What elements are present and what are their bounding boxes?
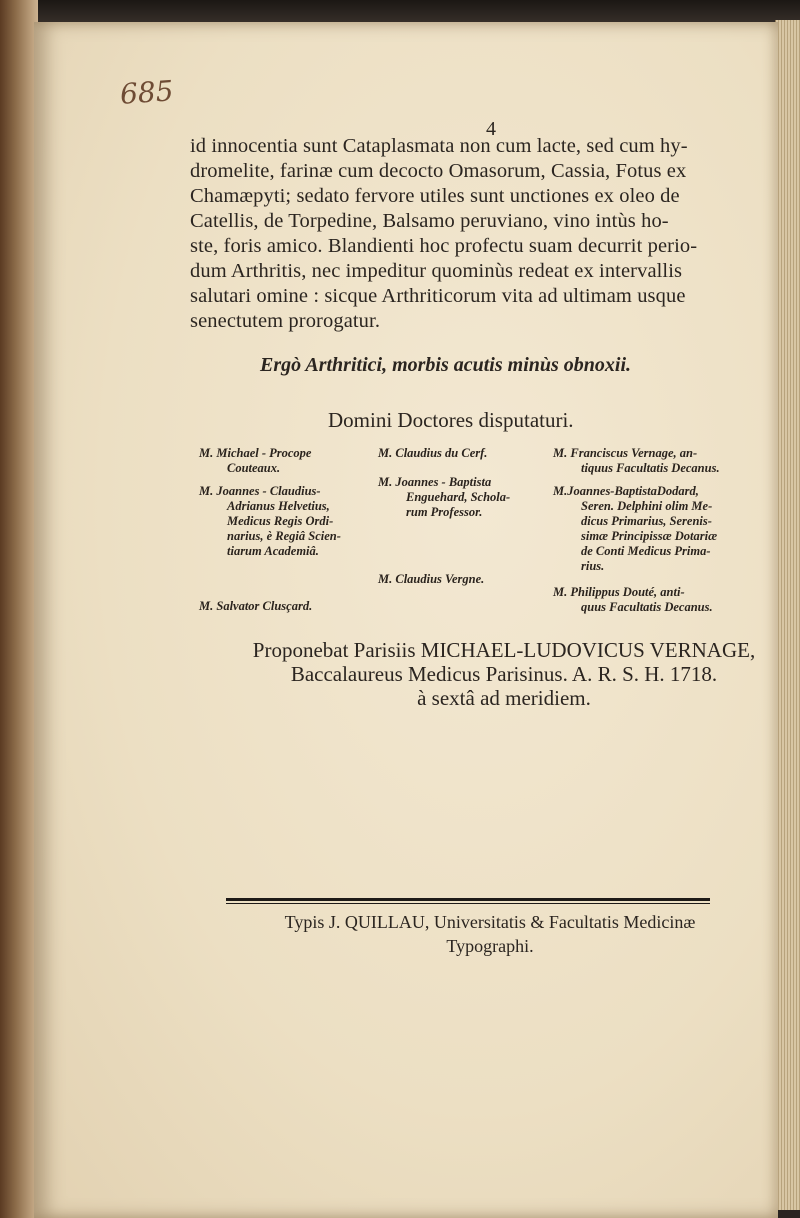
printer-imprint: [220, 910, 760, 958]
imprint-line: Typis J. QUILLAU, Universitatis & Facultatis Medicinæ: [284, 912, 696, 932]
doctor-line: M. Joannes - Claudius-: [199, 484, 321, 498]
body-line: Chamæpyti; sedato fervore utiles sunt unctiones ex oleo de: [190, 185, 680, 207]
doctor-entry: [199, 484, 374, 559]
imprint-divider-thin: [226, 903, 710, 904]
doctor-line: M.Joannes-BaptistaDodard,: [553, 484, 699, 498]
doctor-entry: [553, 585, 778, 615]
doctor-entry: [553, 484, 778, 574]
doctor-line: tiarum Academiâ.: [227, 544, 319, 558]
doctor-line: rius.: [581, 559, 605, 573]
doctor-entry: [378, 572, 556, 587]
doctor-line: M. Salvator Clusçard.: [199, 599, 313, 613]
doctor-line: Adrianus Helvetius,: [227, 499, 330, 513]
doctor-line: dicus Primarius, Serenis-: [581, 514, 712, 528]
doctors-column-3: [553, 446, 778, 623]
doctor-line: Seren. Delphini olim Me-: [581, 499, 713, 513]
doctor-line: quus Facultatis Decanus.: [581, 600, 713, 614]
doctor-entry: [378, 475, 556, 520]
doctor-entry: [378, 446, 556, 461]
doctor-line: M. Claudius du Cerf.: [378, 446, 488, 460]
doctor-line: Couteaux.: [227, 461, 281, 475]
body-line: salutari omine : sicque Arthriticorum vita ad ultimam usque: [190, 285, 686, 307]
doctor-entry: [199, 599, 374, 614]
doctor-line: M. Michael - Procope: [199, 446, 312, 460]
doctor-entry: [199, 446, 374, 476]
doctor-line: simæ Principissæ Dotariæ: [581, 529, 718, 543]
book-spine: [0, 0, 38, 1218]
presider-line: Baccalaureus Medicus Parisinus. A. R. S. H. 1718.: [290, 662, 718, 686]
doctor-line: narius, è Regiâ Scien-: [227, 529, 341, 543]
doctors-column-2: [378, 446, 556, 595]
document-page: [34, 22, 778, 1218]
body-line: ste, foris amico. Blandienti hoc profectu suam decurrit perio-: [190, 235, 698, 257]
doctor-line: tiquus Facultatis Decanus.: [581, 461, 720, 475]
doctor-line: Medicus Regis Ordi-: [227, 514, 334, 528]
doctors-column-1: [199, 446, 374, 622]
page-number: 4: [486, 118, 496, 140]
doctor-line: Enguehard, Schola-: [406, 490, 511, 504]
doctor-line: M. Joannes - Baptista: [378, 475, 492, 489]
presider-line: à sextâ ad meridiem.: [417, 686, 591, 710]
doctor-line: rum Professor.: [406, 505, 483, 519]
doctor-line: M. Claudius Vergne.: [378, 572, 485, 586]
presider-line: Proponebat Parisiis MICHAEL-LUDOVICUS VERNAGE,: [252, 638, 756, 662]
doctor-entry: [553, 446, 778, 476]
disputants-heading: Domini Doctores disputaturi.: [328, 408, 574, 432]
doctor-line: de Conti Medicus Prima-: [581, 544, 711, 558]
body-paragraph: [190, 134, 782, 334]
doctor-line: M. Philippus Douté, anti-: [553, 585, 685, 599]
body-line: dromelite, farinæ cum decocto Omasorum, Cassia, Fotus ex: [190, 160, 687, 182]
body-line: id innocentia sunt Cataplasmata non cum lacte, sed cum hy-: [190, 135, 688, 157]
doctor-line: M. Franciscus Vernage, an-: [553, 446, 698, 460]
thesis-conclusion: Ergò Arthritici, morbis acutis minùs obnoxii.: [260, 354, 632, 376]
body-line: Catellis, de Torpedine, Balsamo peruviano, vino intùs ho-: [190, 210, 669, 232]
body-line: dum Arthritis, nec impeditur quominùs redeat ex intervallis: [190, 260, 683, 282]
imprint-line: Typographi.: [446, 936, 534, 956]
imprint-divider-thick: [226, 898, 710, 901]
handwritten-folio-mark: 685: [118, 74, 175, 111]
body-line: senectutem prorogatur.: [190, 310, 381, 332]
presider-statement: [224, 638, 784, 710]
